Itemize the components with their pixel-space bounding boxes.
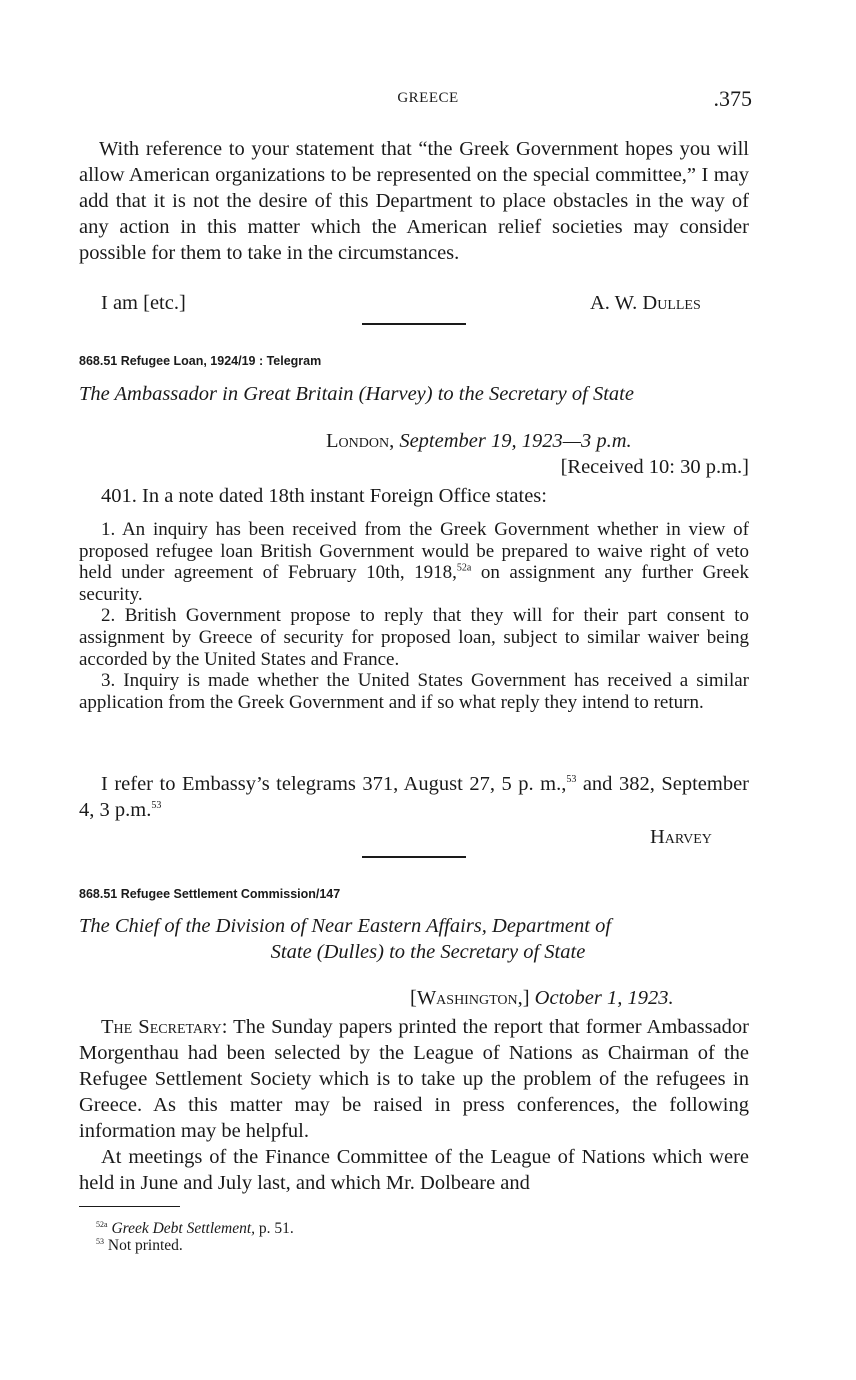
- list-item: 1. An inquiry has been received from the Greek Government whether in view of proposed refugee loan British Government would be prepared to waive right of veto held under agreement of February 10th, 1918,$^{52a}$ on assignment any further Greek security.: [79, 519, 749, 605]
- closing-line: I am [etc.]: [101, 292, 186, 314]
- signature-dulles: A. W. Dulles: [590, 292, 701, 314]
- dateline-date: October 1, 1923.: [534, 987, 674, 1009]
- page-number: .375: [713, 86, 752, 111]
- dateline-place: [Washington,]: [410, 987, 530, 1009]
- footnote-rule: [79, 1206, 180, 1207]
- footnote: $^{53}$ Not printed.: [96, 1236, 183, 1254]
- document-heading: The Chief of the Division of Near Eastern Affairs, Department of: [79, 915, 612, 937]
- dateline: [326, 428, 632, 454]
- memo-paragraph: The Secretary: The Sunday papers printed the report that former Ambassador Morgenthau had been selected by the League of Nations as Chairman of the Refugee Settlement Society which is to take up the problem of the refugees in Greece. As this matter may be raised in press conferences, the following information may be helpful.: [79, 1016, 749, 1142]
- dateline-place: London,: [326, 430, 395, 452]
- dateline: [410, 985, 674, 1011]
- document-heading: The Ambassador in Great Britain (Harvey) to the Secretary of State: [79, 383, 634, 405]
- running-header-title: GREECE: [397, 90, 459, 106]
- telegram-intro: 401. In a note dated 18th instant Foreign Office states:: [101, 485, 547, 507]
- telegram-items: [79, 519, 749, 713]
- document-heading-cont: State (Dulles) to the Secretary of State: [270, 941, 586, 963]
- received-note: [Received 10: 30 p.m.]: [560, 456, 749, 478]
- continuation-paragraph: With reference to your statement that “the Greek Government hopes you will allow American organizations to be represented on the special committee,” I may add that it is not the desire of this Department to place obstacles in the way of any action in this matter which the American relief societies may consider possible for them to take in the circumstances.: [79, 138, 749, 264]
- dateline-date: September 19, 1923—3 p.m.: [399, 430, 632, 452]
- file-reference: 868.51 Refugee Loan, 1924/19 : Telegram: [79, 354, 322, 368]
- refer-paragraph: I refer to Embassy’s telegrams 371, August 27, 5 p. m.,$^{53}$ and 382, September 4, 3 p.m.$^{53}$: [79, 773, 749, 821]
- section-divider: [362, 856, 466, 858]
- memo-paragraph: At meetings of the Finance Committee of the League of Nations which were held in June and July last, and which Mr. Dolbeare and: [79, 1146, 749, 1194]
- file-reference: 868.51 Refugee Settlement Commission/147: [79, 887, 341, 901]
- signature-harvey: Harvey: [650, 826, 712, 848]
- section-divider: [362, 323, 466, 325]
- list-item: 3. Inquiry is made whether the United States Government has received a similar application from the Greek Government and if so what reply they intend to return.: [79, 670, 749, 713]
- footnote: $^{52a}$ Greek Debt Settlement, p. 51.: [96, 1219, 294, 1237]
- list-item: 2. British Government propose to reply that they will for their part consent to assignment by Greece of security for proposed loan, subject to similar waiver being accorded by the United States and France.: [79, 605, 749, 670]
